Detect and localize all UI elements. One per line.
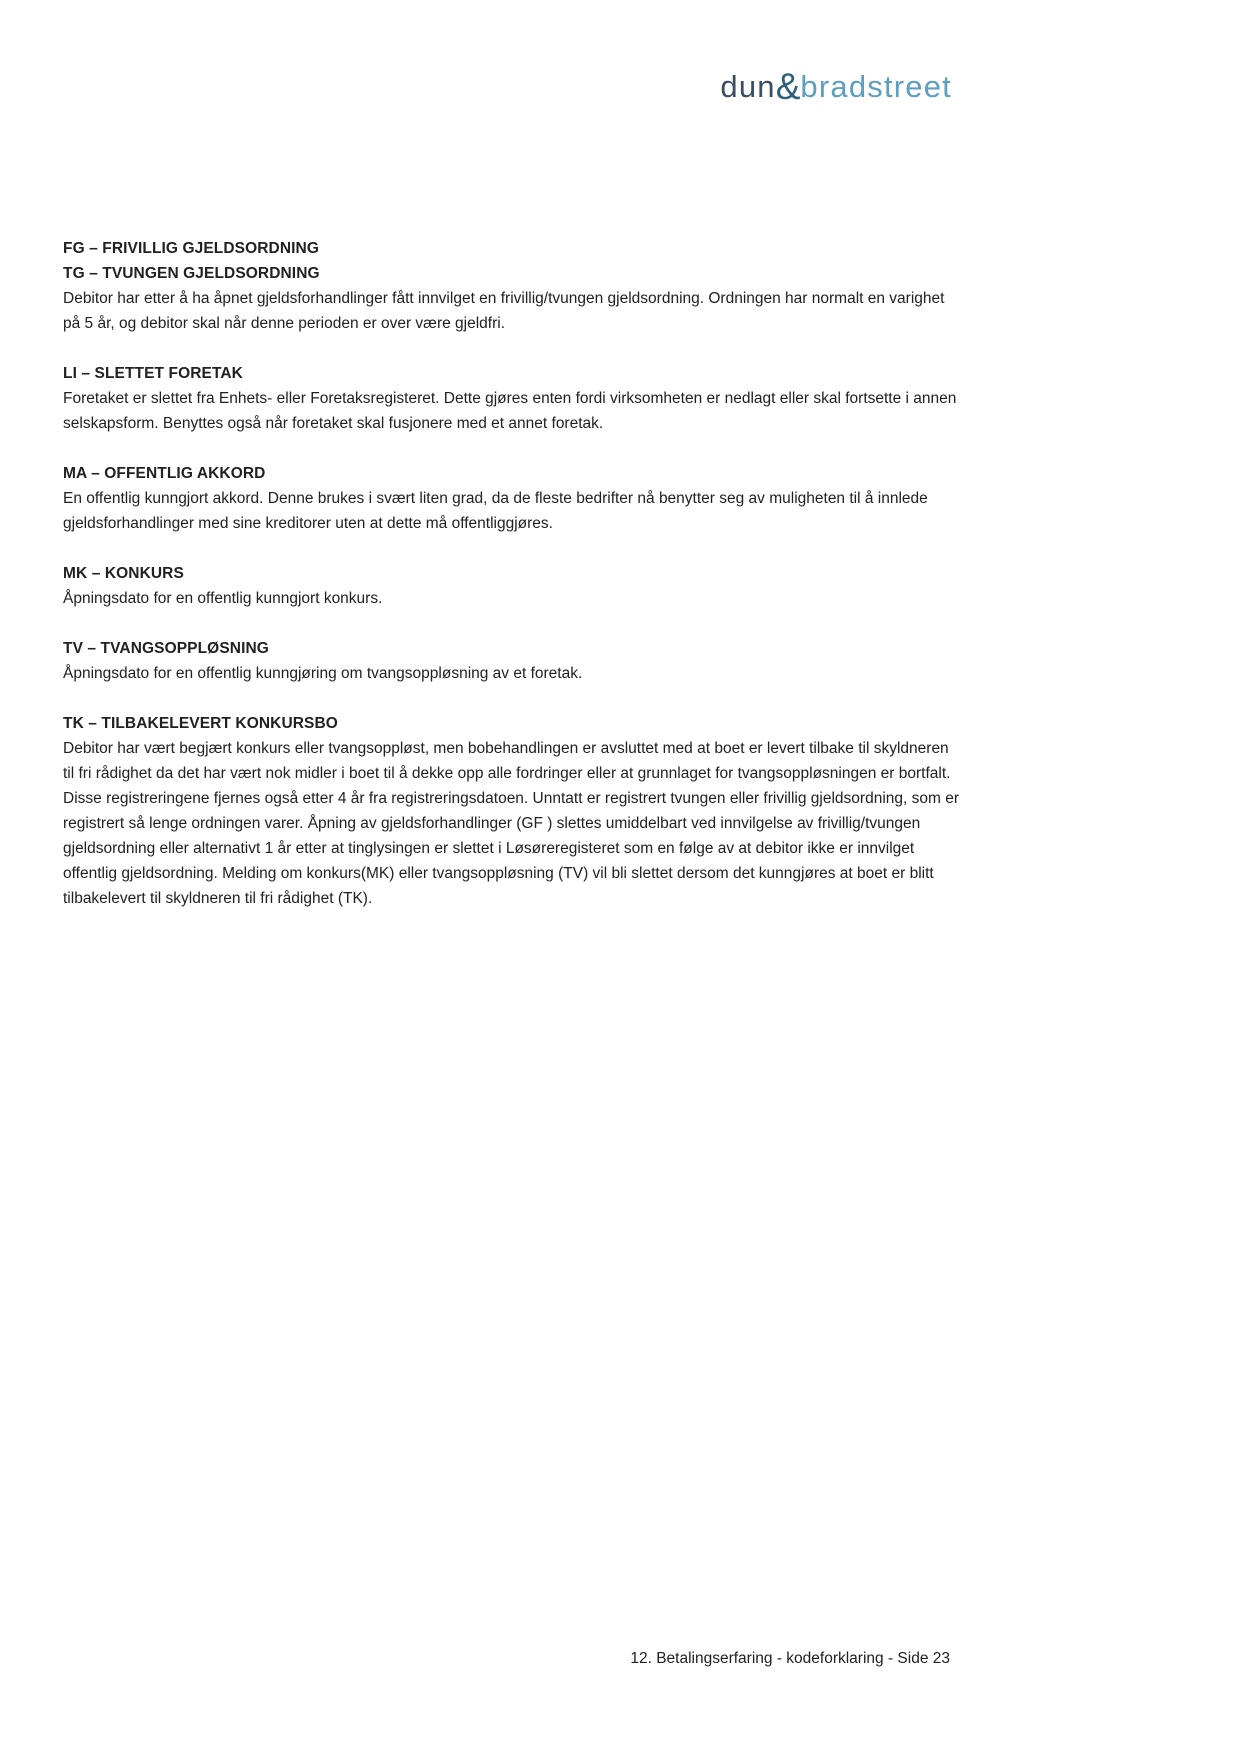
section-body: Debitor har etter å ha åpnet gjeldsforhandlinger fått innvilget en frivillig/tvungen gjeldsordning. Ordningen har normalt en varighet på 5 år, og debitor skal når denne perioden er over være gjeldfri.	[63, 290, 945, 332]
section-heading: MK – KONKURS	[63, 565, 184, 582]
section-body: Debitor har vært begjært konkurs eller tvangsoppløst, men bobehandlingen er avsluttet med at boet er levert tilbake til skyldneren til fri rådighet da det har vært nok midler i boet til å dekke opp alle fordringer eller at grunnlaget for tvangsoppløsningen er bortfalt. Disse registreringene fjernes også etter 4 år fra registreringsdatoen. Unntatt er registrert tvungen eller frivillig gjeldsordning, som er registrert så lenge ordningen varer. Åpning av gjeldsforhandlinger (GF ) slettes umiddelbart ved innvilgelse av frivillig/tvungen gjeldsordning eller alternativt 1 år etter at tinglysingen er slettet i Løsøreregisteret som en følge av at debitor ikke er innvilget offentlig gjeldsordning. Melding om konkurs(MK) eller tvangsoppløsning (TV) vil bli slettet dersom det kunngjøres at boet er blitt tilbakelevert til skyldneren til fri rådighet (TK).	[63, 740, 959, 907]
logo-ampersand-icon: &	[775, 66, 801, 107]
section-body: Foretaket er slettet fra Enhets- eller Foretaksregisteret. Dette gjøres enten fordi virksomheten er nedlagt eller skal fortsette i annen selskapsform. Benyttes også når foretaket skal fusjonere med et annet foretak.	[63, 390, 957, 432]
section-li-slettet-foretak	[63, 361, 960, 436]
section-body: Åpningsdato for en offentlig kunngjøring om tvangsoppløsning av et foretak.	[63, 665, 583, 682]
section-heading: TK – TILBAKELEVERT KONKURSBO	[63, 715, 338, 732]
section-tv-tvangsopplosning	[63, 636, 960, 686]
logo-text-bradstreet: bradstreet	[800, 69, 952, 104]
section-tk-tilbakelevert-konkursbo	[63, 711, 960, 911]
section-fg-tg-gjeldsordning	[63, 236, 960, 336]
dun-bradstreet-logo	[720, 68, 952, 106]
section-heading: MA – OFFENTLIG AKKORD	[63, 465, 266, 482]
section-mk-konkurs	[63, 561, 960, 611]
document-body	[63, 236, 960, 936]
section-heading: LI – SLETTET FORETAK	[63, 365, 243, 382]
section-heading: TV – TVANGSOPPLØSNING	[63, 640, 269, 657]
section-body: En offentlig kunngjort akkord. Denne brukes i svært liten grad, da de fleste bedrifter nå benytter seg av muligheten til å innlede gjeldsforhandlinger med sine kreditorer uten at dette må offentliggjøres.	[63, 490, 928, 532]
logo-text-dun: dun	[720, 69, 776, 104]
section-ma-offentlig-akkord	[63, 461, 960, 536]
section-heading: FG – FRIVILLIG GJELDSORDNING	[63, 240, 319, 257]
section-body: Åpningsdato for en offentlig kunngjort konkurs.	[63, 590, 383, 607]
section-heading: TG – TVUNGEN GJELDSORDNING	[63, 265, 320, 282]
page-footer: 12. Betalingserfaring - kodeforklaring - Side 23	[630, 1650, 950, 1667]
